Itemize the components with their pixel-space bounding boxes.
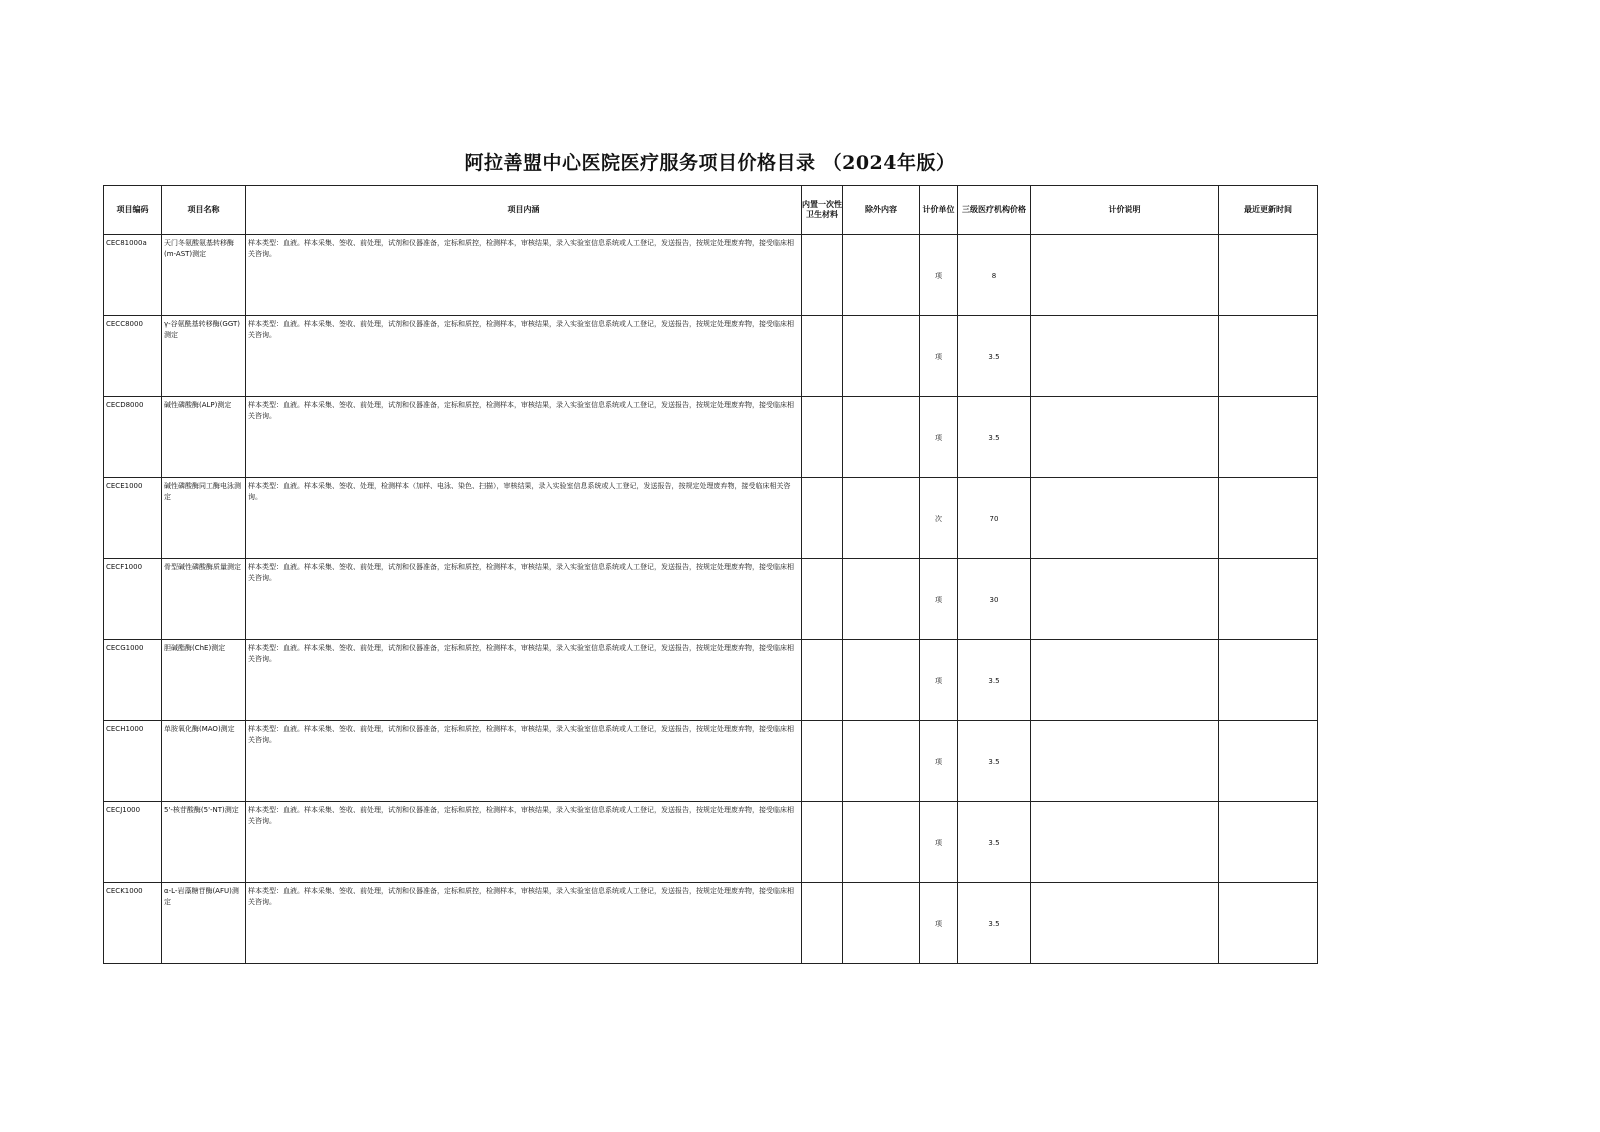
cell-code: CECE1000 [104, 478, 162, 559]
table-row [104, 802, 1318, 883]
cell-unit: 项 [920, 802, 958, 883]
cell-content: 样本类型：血液。样本采集、签收、前处理，试剂和仪器准备，定标和质控，检测样本，审核结果，录入实验室信息系统或人工登记，发送报告，按规定处理废弃物，接受临床相关咨询。 [246, 883, 802, 964]
cell-name: 碱性磷酸酶同工酶电泳测定 [162, 478, 246, 559]
cell-unit: 项 [920, 316, 958, 397]
cell-unit: 项 [920, 721, 958, 802]
table-row [104, 316, 1318, 397]
cell-price: 3.5 [958, 883, 1031, 964]
header-code: 项目编码 [104, 186, 162, 235]
table-row [104, 235, 1318, 316]
cell-exclusions [843, 478, 920, 559]
cell-price: 70 [958, 478, 1031, 559]
cell-consumables [802, 640, 843, 721]
cell-price: 3.5 [958, 397, 1031, 478]
cell-content: 样本类型：血液。样本采集、签收、前处理，试剂和仪器准备，定标和质控，检测样本，审核结果，录入实验室信息系统或人工登记，发送报告，按规定处理废弃物，接受临床相关咨询。 [246, 316, 802, 397]
cell-consumables [802, 721, 843, 802]
cell-notes [1031, 640, 1219, 721]
cell-updated [1219, 559, 1318, 640]
cell-updated [1219, 802, 1318, 883]
cell-unit: 项 [920, 235, 958, 316]
cell-content: 样本类型：血液。样本采集、签收、前处理，试剂和仪器准备，定标和质控，检测样本，审核结果，录入实验室信息系统或人工登记，发送报告，按规定处理废弃物，接受临床相关咨询。 [246, 397, 802, 478]
price-table [103, 185, 1318, 964]
cell-code: CECD8000 [104, 397, 162, 478]
header-content: 项目内涵 [246, 186, 802, 235]
cell-name: 天门冬氨酸氨基转移酶(m-AST)测定 [162, 235, 246, 316]
cell-consumables [802, 397, 843, 478]
cell-name: 胆碱酯酶(ChE)测定 [162, 640, 246, 721]
cell-code: CEC81000a [104, 235, 162, 316]
cell-consumables [802, 802, 843, 883]
cell-name: 单胺氧化酶(MAO)测定 [162, 721, 246, 802]
cell-content: 样本类型：血液。样本采集、签收、处理，检测样本（加样、电泳、染色、扫描），审核结果，录入实验室信息系统或人工登记，发送报告，按规定处理废弃物，接受临床相关咨询。 [246, 478, 802, 559]
table-row [104, 883, 1318, 964]
cell-content: 样本类型：血液。样本采集、签收、前处理，试剂和仪器准备，定标和质控，检测样本，审核结果，录入实验室信息系统或人工登记，发送报告，按规定处理废弃物，接受临床相关咨询。 [246, 802, 802, 883]
cell-consumables [802, 235, 843, 316]
cell-notes [1031, 883, 1219, 964]
cell-name: 5'-核苷酸酶(5'-NT)测定 [162, 802, 246, 883]
cell-price: 3.5 [958, 316, 1031, 397]
cell-notes [1031, 478, 1219, 559]
cell-notes [1031, 316, 1219, 397]
cell-code: CECH1000 [104, 721, 162, 802]
cell-updated [1219, 235, 1318, 316]
cell-name: 骨型碱性磷酸酶质量测定 [162, 559, 246, 640]
table-header-row [104, 186, 1318, 235]
cell-updated [1219, 478, 1318, 559]
cell-unit: 项 [920, 640, 958, 721]
cell-exclusions [843, 235, 920, 316]
cell-consumables [802, 478, 843, 559]
cell-price: 3.5 [958, 802, 1031, 883]
cell-name: α-L-岩藻糖苷酶(AFU)测定 [162, 883, 246, 964]
cell-code: CECC8000 [104, 316, 162, 397]
cell-content: 样本类型：血液。样本采集、签收、前处理，试剂和仪器准备，定标和质控，检测样本，审核结果，录入实验室信息系统或人工登记，发送报告，按规定处理废弃物，接受临床相关咨询。 [246, 235, 802, 316]
cell-updated [1219, 721, 1318, 802]
header-unit: 计价单位 [920, 186, 958, 235]
cell-code: CECK1000 [104, 883, 162, 964]
cell-updated [1219, 883, 1318, 964]
cell-updated [1219, 397, 1318, 478]
cell-unit: 次 [920, 478, 958, 559]
cell-content: 样本类型：血液。样本采集、签收、前处理，试剂和仪器准备，定标和质控，检测样本，审核结果，录入实验室信息系统或人工登记，发送报告，按规定处理废弃物，接受临床相关咨询。 [246, 559, 802, 640]
cell-notes [1031, 397, 1219, 478]
cell-notes [1031, 235, 1219, 316]
table-row [104, 721, 1318, 802]
header-updated: 最近更新时间 [1219, 186, 1318, 235]
cell-exclusions [843, 640, 920, 721]
cell-updated [1219, 316, 1318, 397]
cell-exclusions [843, 559, 920, 640]
cell-notes [1031, 559, 1219, 640]
cell-consumables [802, 883, 843, 964]
cell-code: CECF1000 [104, 559, 162, 640]
cell-exclusions [843, 397, 920, 478]
cell-updated [1219, 640, 1318, 721]
table-row [104, 559, 1318, 640]
cell-exclusions [843, 802, 920, 883]
header-price: 三级医疗机构价格 [958, 186, 1031, 235]
cell-price: 8 [958, 235, 1031, 316]
cell-price: 3.5 [958, 721, 1031, 802]
cell-notes [1031, 721, 1219, 802]
cell-exclusions [843, 316, 920, 397]
cell-unit: 项 [920, 883, 958, 964]
cell-name: γ-谷氨酰基转移酶(GGT)测定 [162, 316, 246, 397]
cell-code: CECG1000 [104, 640, 162, 721]
cell-price: 3.5 [958, 640, 1031, 721]
header-notes: 计价说明 [1031, 186, 1219, 235]
cell-content: 样本类型：血液。样本采集、签收、前处理，试剂和仪器准备，定标和质控，检测样本，审核结果，录入实验室信息系统或人工登记，发送报告，按规定处理废弃物，接受临床相关咨询。 [246, 640, 802, 721]
cell-unit: 项 [920, 397, 958, 478]
cell-exclusions [843, 721, 920, 802]
cell-name: 碱性磷酸酶(ALP)测定 [162, 397, 246, 478]
cell-exclusions [843, 883, 920, 964]
cell-consumables [802, 316, 843, 397]
cell-price: 30 [958, 559, 1031, 640]
page-title: 阿拉善盟中心医院医疗服务项目价格目录 （2024年版） [464, 152, 956, 174]
header-name: 项目名称 [162, 186, 246, 235]
cell-consumables [802, 559, 843, 640]
cell-unit: 项 [920, 559, 958, 640]
cell-content: 样本类型：血液。样本采集、签收、前处理，试剂和仪器准备，定标和质控，检测样本，审核结果，录入实验室信息系统或人工登记，发送报告，按规定处理废弃物，接受临床相关咨询。 [246, 721, 802, 802]
header-exclusions: 除外内容 [843, 186, 920, 235]
table-row [104, 397, 1318, 478]
table-row [104, 640, 1318, 721]
table-row [104, 478, 1318, 559]
cell-notes [1031, 802, 1219, 883]
header-consumables: 内置一次性卫生材料 [802, 186, 843, 235]
cell-code: CECJ1000 [104, 802, 162, 883]
